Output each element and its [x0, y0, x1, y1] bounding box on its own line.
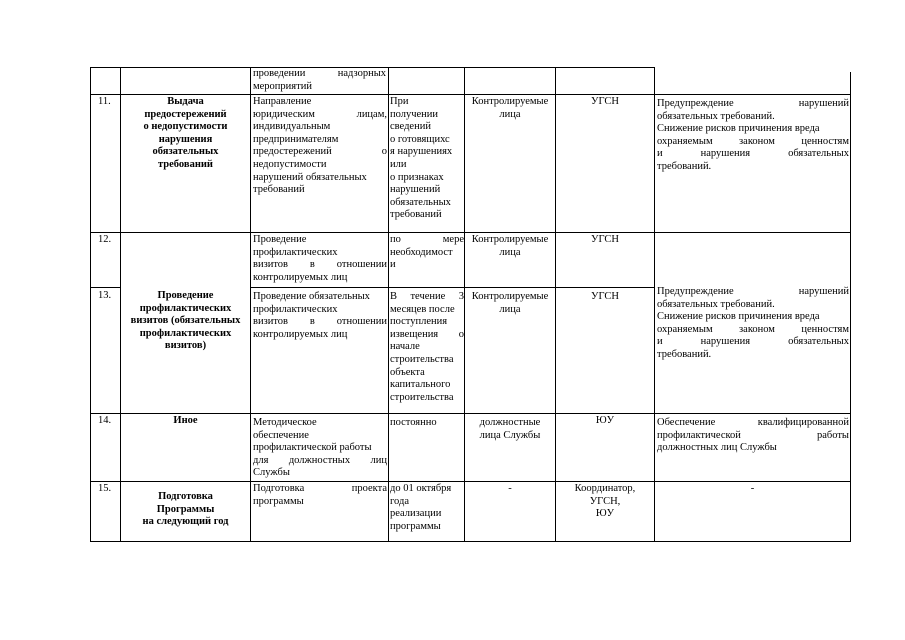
text-line: лица: [499, 303, 521, 315]
word: профилактической: [657, 429, 741, 441]
word: нарушения: [700, 148, 751, 160]
text-line: необходимост: [390, 246, 453, 258]
text-line: Проведение: [157, 290, 214, 301]
row-divider: [90, 413, 850, 414]
word: надзорных: [337, 68, 386, 79]
text-line: должностных лиц Службы: [657, 442, 777, 454]
text-line: -: [750, 483, 755, 494]
text-line: [657, 324, 849, 337]
measure-content-cell: [253, 291, 387, 341]
word: нарушений: [798, 98, 849, 109]
text-line: до 01 октября: [390, 483, 452, 494]
responsible-unit: УГСН: [591, 96, 619, 107]
word: нарушений: [798, 286, 849, 297]
measure-subjects-cell: [465, 96, 555, 121]
word: визитов: [253, 259, 289, 271]
word: лиц: [370, 454, 387, 466]
text-line: предостережений: [144, 108, 227, 120]
text-line: При: [390, 96, 409, 107]
word: в: [309, 259, 315, 271]
word: о: [381, 146, 387, 158]
text-line: Иное: [173, 415, 198, 426]
text-line: Методическое: [253, 417, 317, 428]
word: и: [657, 336, 663, 348]
word: работы: [816, 429, 849, 441]
word: о: [458, 328, 464, 340]
table-border-left: [90, 67, 91, 542]
text-line: строительства: [390, 353, 454, 365]
row-number: 13.: [98, 290, 112, 301]
word: юридическим: [253, 108, 315, 120]
text-line: Службы: [253, 467, 290, 479]
column-divider: [654, 67, 655, 542]
text-line: мероприятий: [253, 80, 312, 92]
text-line: Снижение рисков причинения вреда: [657, 123, 820, 135]
text-line: обязательных требований.: [657, 110, 775, 122]
measure-deadline-cell: [390, 291, 464, 404]
text-line: визитов (обязательных: [130, 315, 241, 327]
row-divider: [90, 232, 850, 233]
measure-name-cell: [121, 290, 250, 353]
word: извещения: [390, 328, 439, 340]
row-divider: [90, 481, 850, 482]
word: визитов: [253, 316, 289, 328]
text-line: [390, 291, 464, 304]
word: отношении: [336, 259, 387, 271]
text-line: лица: [499, 108, 521, 120]
text-line: [657, 430, 849, 443]
cont-what-cell: [253, 68, 386, 93]
text-line: [253, 316, 387, 329]
row-divider: [90, 94, 850, 95]
word: в: [309, 316, 315, 328]
text-line: профилактических: [139, 302, 232, 314]
text-line: [390, 234, 464, 247]
responsible-unit: ЮУ: [595, 415, 615, 426]
responsible-unit: [556, 483, 654, 521]
text-line: сведений: [390, 121, 431, 133]
text-line: поступления: [390, 316, 448, 328]
text-line: программы: [253, 495, 304, 507]
text-line: лица: [499, 246, 521, 258]
word: 3: [458, 291, 464, 302]
text-line: [657, 417, 849, 430]
measure-subjects-cell: [465, 234, 555, 259]
text-line: Проведение: [253, 234, 307, 245]
text-line: или: [390, 158, 407, 170]
expected-result-cell: [657, 417, 849, 455]
text-line: получении: [390, 108, 439, 120]
text-line: реализации: [390, 508, 442, 520]
word: мере: [442, 234, 464, 245]
text-line: на следующий год: [142, 516, 229, 528]
text-line: постоянно: [390, 417, 437, 428]
column-divider: [555, 67, 556, 542]
word: Обеспечение: [657, 417, 716, 428]
word: отношении: [336, 316, 387, 328]
text-line: контролируемых лиц: [253, 328, 348, 340]
text-line: предпринимателям: [253, 133, 339, 145]
expected-result-cell: [657, 98, 849, 174]
text-line: [253, 109, 387, 122]
word: должностных: [288, 454, 351, 466]
text-line: должностные: [479, 417, 541, 428]
text-line: [253, 68, 386, 81]
measure-deadline-cell: [390, 417, 464, 430]
text-line: года: [390, 495, 409, 507]
text-line: профилактических: [253, 246, 338, 258]
word: по: [390, 234, 401, 245]
word: охраняемым: [657, 323, 713, 335]
text-line: недопустимости: [253, 158, 327, 170]
row-divider: [250, 287, 655, 288]
word: обязательных: [788, 148, 849, 160]
text-line: контролируемых лиц: [253, 271, 348, 283]
word: ценностям: [801, 135, 849, 147]
word: квалифицированной: [757, 417, 849, 428]
text-line: программы: [390, 520, 441, 532]
column-divider: [388, 67, 389, 542]
word: для: [253, 454, 269, 466]
measure-content-cell: [253, 417, 387, 480]
text-line: о признаках: [390, 171, 444, 183]
text-line: обязательных: [390, 196, 451, 208]
text-line: Программы: [156, 503, 215, 515]
text-line: нарушения: [158, 133, 213, 145]
text-line: обязательных: [152, 146, 219, 158]
text-line: Выдача: [167, 96, 204, 107]
word: проекта: [351, 483, 387, 494]
measure-deadline-cell: [390, 234, 464, 272]
text-line: профилактических: [253, 303, 338, 315]
word: лицам,: [356, 108, 387, 120]
row-number: 14.: [98, 415, 112, 426]
measure-name-cell: [121, 415, 250, 428]
text-line: требований.: [657, 160, 712, 172]
word: охраняемым: [657, 135, 713, 147]
text-line: -: [508, 483, 512, 494]
text-line: лица Службы: [479, 429, 541, 441]
expected-result-cell: [655, 483, 850, 496]
text-line: начале: [390, 341, 420, 353]
expected-result-cell: [657, 286, 849, 362]
word: Подготовка: [253, 483, 305, 494]
text-line: [657, 336, 849, 349]
word: законом: [739, 323, 775, 335]
text-line: нарушений: [390, 184, 441, 196]
text-line: [253, 483, 387, 496]
word: Предупреждение: [657, 98, 734, 109]
text-line: [390, 329, 464, 342]
text-line: строительства: [390, 391, 454, 403]
text-line: о готовящихс: [390, 133, 450, 145]
text-line: [253, 146, 387, 159]
row-number: 15.: [98, 483, 112, 494]
text-line: о недопустимости: [143, 121, 228, 133]
responsible-unit: УГСН: [591, 291, 619, 302]
text-line: объекта: [390, 366, 425, 378]
text-line: месяцев после: [390, 303, 455, 315]
text-line: индивидуальным: [253, 121, 331, 133]
text-line: [657, 148, 849, 161]
text-line: [657, 286, 849, 299]
text-line: я нарушениях: [390, 146, 453, 158]
text-line: Контролируемые: [471, 234, 549, 245]
measure-name-cell: [121, 96, 250, 172]
text-line: [657, 98, 849, 111]
measure-content-cell: [253, 96, 387, 197]
measure-subjects-cell: [465, 483, 555, 496]
word: В: [390, 291, 398, 302]
word: Предупреждение: [657, 286, 734, 297]
measure-subjects-cell: [465, 417, 555, 442]
text-line: Подготовка: [158, 491, 213, 502]
text-line: и: [390, 259, 396, 271]
text-line: [253, 455, 387, 468]
text-line: Координатор,: [574, 483, 636, 494]
measure-deadline-cell: [390, 96, 464, 222]
text-line: требований: [390, 209, 442, 221]
table-border-right: [850, 72, 851, 542]
text-line: требований: [253, 184, 305, 196]
row-number: 12.: [98, 234, 112, 245]
text-line: Проведение обязательных: [253, 291, 370, 302]
text-line: Контролируемые: [471, 96, 549, 107]
text-line: Контролируемые: [471, 291, 549, 302]
word: обязательных: [788, 336, 849, 348]
text-line: [253, 259, 387, 272]
text-line: ЮУ: [595, 508, 615, 520]
column-divider: [250, 67, 251, 542]
word: течение: [410, 291, 446, 302]
measure-deadline-cell: [390, 483, 464, 533]
word: и: [657, 148, 663, 160]
text-line: Направление: [253, 96, 312, 107]
responsible-unit: УГСН: [591, 234, 619, 245]
word: предостережений: [253, 146, 332, 158]
text-line: обязательных требований.: [657, 298, 775, 310]
text-line: нарушений обязательных: [253, 171, 367, 183]
row-divider: [90, 287, 120, 288]
text-line: профилактических: [139, 327, 232, 339]
text-line: [657, 136, 849, 149]
table-border-bottom: [90, 541, 850, 542]
word: ценностям: [801, 323, 849, 335]
text-line: требований.: [657, 348, 712, 360]
text-line: обеспечение: [253, 429, 309, 441]
word: законом: [739, 135, 775, 147]
measure-name-cell: [121, 491, 250, 529]
text-line: капитального: [390, 379, 451, 391]
measure-content-cell: [253, 483, 387, 508]
text-line: требований: [158, 158, 213, 170]
word: проведении: [253, 68, 306, 79]
word: нарушения: [700, 336, 751, 348]
row-number: 11.: [98, 96, 111, 107]
text-line: профилактической работы: [253, 442, 372, 454]
measure-content-cell: [253, 234, 387, 284]
text-line: Снижение рисков причинения вреда: [657, 311, 820, 323]
text-line: УГСН,: [589, 495, 621, 507]
measure-subjects-cell: [465, 291, 555, 316]
text-line: визитов): [164, 340, 207, 352]
